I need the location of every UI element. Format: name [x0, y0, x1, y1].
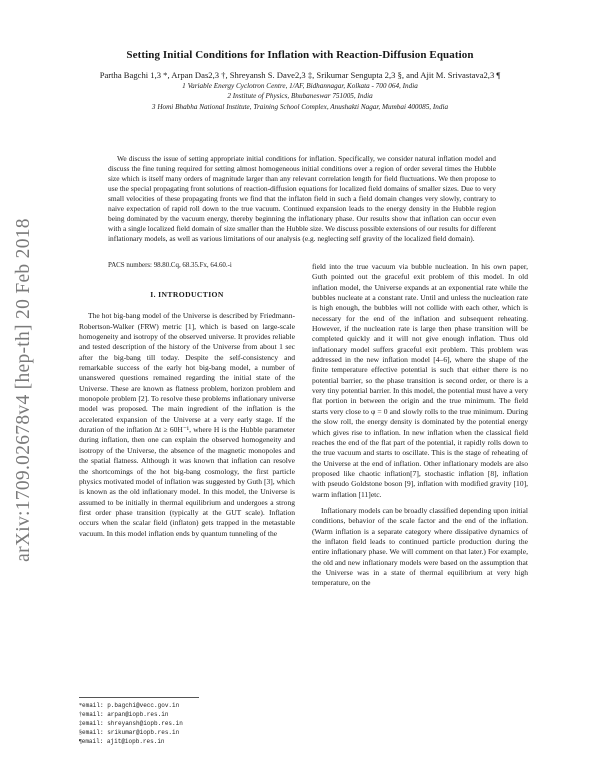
arxiv-stamp: [12, 195, 36, 585]
footnote-2: [79, 711, 295, 720]
footnote-4: [79, 729, 295, 738]
footnote-mark: ‡: [79, 720, 82, 727]
footnote-email: email: srikumar@iopb.res.in: [82, 728, 180, 736]
intro-paragraph-1: The hot big-bang model of the Universe is described by Friedmann-Robertson-Walker (FRW) metric [1], which is based on large-scale homogeneity and isotropy of the observed universe. It provides reliable and tested description of the history of the Universe from about 1 sec after the big-bang till today. Despite the self-consistency and remarkable success of the early hot big-bang model, a number of unanswered questions remained regarding the initial state of the Universe. These are known as flatness problem, horizon problem and monopole problem [2]. To resolve these problems inflationary universe model was proposed. The main ingredient of the inflation is the accelerated expansion of the Universe at a very early stage. If the duration of the inflation Δt ≥ 60H⁻¹, where H is the Hubble parameter during inflation, then one can explain the observed homogeneity and isotropy of the Universe, the absence of the magnetic monopoles and the spatial flatness. Although it was known that inflation can resolve the shortcomings of the hot big-bang cosmology, the first particle physics motivated model of inflation was suggested by Guth [3], which is known as the old inflationary model. In this model, the Universe is assumed to be initially in thermal equilibrium and undergoes a strong first order phase transition (typically at the GUT scale). Inflation occurs when the scalar field (inflaton) gets trapped in the metastable vacuum. In this model inflation ends by quantum tunneling of the: [79, 311, 295, 538]
section-heading: I. INTRODUCTION: [150, 290, 224, 299]
footnotes: [79, 702, 295, 747]
author-list: Partha Bagchi 1,3 *, Arpan Das2,3 †, Shreyansh S. Dave2,3 ‡, Srikumar Sengupta 2,3 §, and Ajit M. Srivastava2,3 ¶: [99, 70, 501, 80]
affiliation-3: 3 Homi Bhabha National Institute, Training School Complex, Anushakti Nagar, Mumbai 400085, India: [151, 102, 449, 111]
footnote-3: [79, 720, 295, 729]
paper-title: Setting Initial Conditions for Inflation with Reaction-Diffusion Equation: [126, 49, 474, 61]
affiliation-1: 1 Variable Energy Cyclotron Centre, 1/AF, Bidhannagar, Kolkata - 700 064, India: [182, 82, 418, 90]
footnote-email: email: arpan@iopb.res.in: [82, 710, 169, 718]
right-column: [312, 262, 528, 589]
pacs-numbers: PACS numbers: 98.80.Cq, 68.35.Fx, 64.60.-i: [108, 262, 232, 269]
affiliations: [60, 81, 540, 112]
footnote-1: [79, 702, 295, 711]
arxiv-stamp-text: arXiv:1709.02678v4 [hep-th] 20 Feb 2018: [13, 218, 35, 562]
footnote-email: email: shreyansh@iopb.res.in: [82, 719, 183, 727]
intro-paragraph-3: Inflationary models can be broadly classified depending upon initial conditions, behavior of the scale factor and the end of the inflation. (Warm inflation is a separate category where dissipative dynamics of the inflaton field leads to continued particle production during the entire inflationary phase. We will comment on that later.) For example, the old and new inflationary models were based on the assumption that the Universe was in a state of thermal equilibrium at very high temperature, on the: [312, 505, 528, 588]
intro-paragraph-2: field into the true vacuum via bubble nucleation. In his own paper, Guth pointed out the graceful exit problem of this model. In old inflation model, the Universe expands at an exponential rate while the bubbles nucleate at a constant rate. Until and unless the nucleation rate is high enough, the bubbles will not collide with each other, which is necessary for the end of the inflation and subsequent reheating. However, if the nucleation rate is large then phase transition will be completed quickly and it will not give enough inflation. Thus old inflationary model suffers graceful exit problem. This problem was addressed in the new inflation model [4–6], where the shape of the finite temperature effective potential is such that either there is no potential barrier, so the phase transition is second order, or there is a very tiny potential barrier. In this model, the potential must have a very flat portion in between the origin and the true minimum. The field starts very close to φ = 0 and slowly rolls to the true minimum. During the slow roll, the energy density is dominated by the potential energy which gives rise to inflation. In new inflation when the classical field reaches the end of the flat part of the potential, it rapidly rolls down to the true vacuum and starts to oscillate. This is the stage of reheating of the Universe at the end of inflation. Other inflationary models are also proposed like chaotic inflation[7], stochastic inflation [8], inflation with pseudo Goldstone boson [9], inflation with modified gravity [10], warm inflation [11]etc.: [312, 262, 528, 499]
footnote-5: [79, 738, 295, 747]
footnote-rule: [79, 697, 199, 698]
affiliation-2: 2 Institute of Physics, Bhubaneswar 751005, India: [227, 92, 373, 101]
footnote-email: email: p.bagchi@vecc.gov.in: [82, 702, 180, 709]
left-column: [79, 262, 295, 539]
footnote-mark: *: [79, 703, 82, 709]
footnote-mark: §: [79, 729, 82, 736]
abstract: We discuss the issue of setting appropriate initial conditions for inflation. Specifically, we consider natural inflation model and discuss the fine tuning required for setting almost homogeneous initial conditions over a region of order several times the Hubble size which is itself many orders of magnitude larger than any relevant correlation length for field fluctuations. We then propose to use the special propagating front solutions of reaction-diffusion equations for localized field domains of smaller sizes. Due to very small velocities of these propagating fronts we find that the inflaton field in such a field domain changes very slowly, contrary to naive expectation of rapid roll down to the true vacuum. Continued expansion leads to the energy density in the Hubble region being dominated by the vacuum energy, thereby beginning the inflationary phase. Our results show that inflation can occur even with a single localized field domain of size smaller than the Hubble size. We discuss possible extensions of our results for different inflationary models, as well as various limitations of our analysis (e.g. neglecting self gravity of the localized field domain).: [108, 154, 496, 244]
footnote-mark: †: [79, 711, 82, 718]
footnote-email: email: ajit@iopb.res.in: [81, 737, 165, 745]
footnote-mark: ¶: [79, 738, 82, 745]
